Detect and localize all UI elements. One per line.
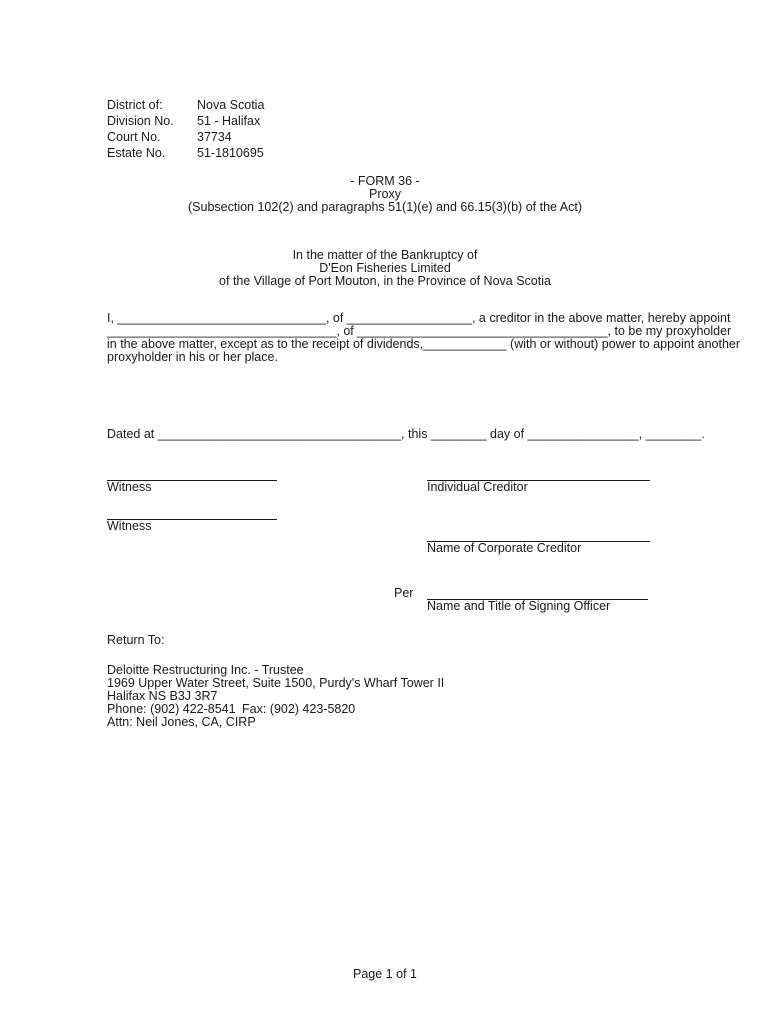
appointment-line-3: in the above matter, except as to the receipt of dividends,____________ (with or without) power to appoint another bbox=[107, 337, 741, 351]
trustee-street-address: 1969 Upper Water Street, Suite 1500, Purdy's Wharf Tower II bbox=[107, 676, 445, 690]
meta-label: Division No. bbox=[107, 114, 174, 128]
witness-1-label: Witness bbox=[107, 480, 152, 494]
meta-value: 51-1810695 bbox=[197, 146, 264, 160]
meta-row-estate bbox=[107, 147, 407, 162]
meta-label: Court No. bbox=[107, 130, 161, 144]
page-number: Page 1 of 1 bbox=[353, 967, 417, 981]
trustee-attention: Attn: Neil Jones, CA, CIRP bbox=[107, 715, 256, 729]
corporate-creditor-label: Name of Corporate Creditor bbox=[427, 541, 582, 555]
form-number: - FORM 36 - bbox=[350, 174, 420, 188]
signing-officer-label: Name and Title of Signing Officer bbox=[427, 599, 611, 613]
trustee-name: Deloitte Restructuring Inc. - Trustee bbox=[107, 663, 304, 677]
meta-value: 51 - Halifax bbox=[197, 114, 261, 128]
per-label: Per bbox=[394, 586, 414, 600]
appointment-line-4: proxyholder in his or her place. bbox=[107, 350, 278, 364]
trustee-phone: Phone: (902) 422-8541 bbox=[107, 702, 236, 716]
meta-value: 37734 bbox=[197, 130, 232, 144]
appointment-line-1: I, ______________________________, of __________________, a creditor in the above matter, hereby appoint bbox=[107, 311, 731, 325]
witness-2-label: Witness bbox=[107, 519, 152, 533]
trustee-city-postal: Halifax NS B3J 3R7 bbox=[107, 689, 218, 703]
meta-value: Nova Scotia bbox=[197, 98, 265, 112]
individual-creditor-label: Individual Creditor bbox=[427, 480, 528, 494]
matter-debtor-name: D'Eon Fisheries Limited bbox=[319, 261, 451, 275]
appointment-line-2: _________________________________, of ____________________________________, to be my proxyholder bbox=[107, 324, 732, 338]
form-reference: (Subsection 102(2) and paragraphs 51(1)(e) and 66.15(3)(b) of the Act) bbox=[188, 200, 582, 214]
meta-label: Estate No. bbox=[107, 146, 166, 160]
form-name: Proxy bbox=[369, 187, 401, 201]
trustee-fax: Fax: (902) 423-5820 bbox=[242, 702, 356, 716]
matter-line-1: In the matter of the Bankruptcy of bbox=[292, 248, 478, 262]
dated-line: Dated at ___________________________________, this ________ day of ________________, ________. bbox=[107, 427, 705, 441]
meta-row-district bbox=[107, 99, 407, 114]
matter-location: of the Village of Port Mouton, in the Province of Nova Scotia bbox=[219, 274, 551, 288]
meta-row-court bbox=[107, 131, 407, 146]
return-to-heading: Return To: bbox=[107, 633, 165, 647]
meta-label: District of: bbox=[107, 98, 163, 112]
meta-row-division bbox=[107, 115, 407, 130]
